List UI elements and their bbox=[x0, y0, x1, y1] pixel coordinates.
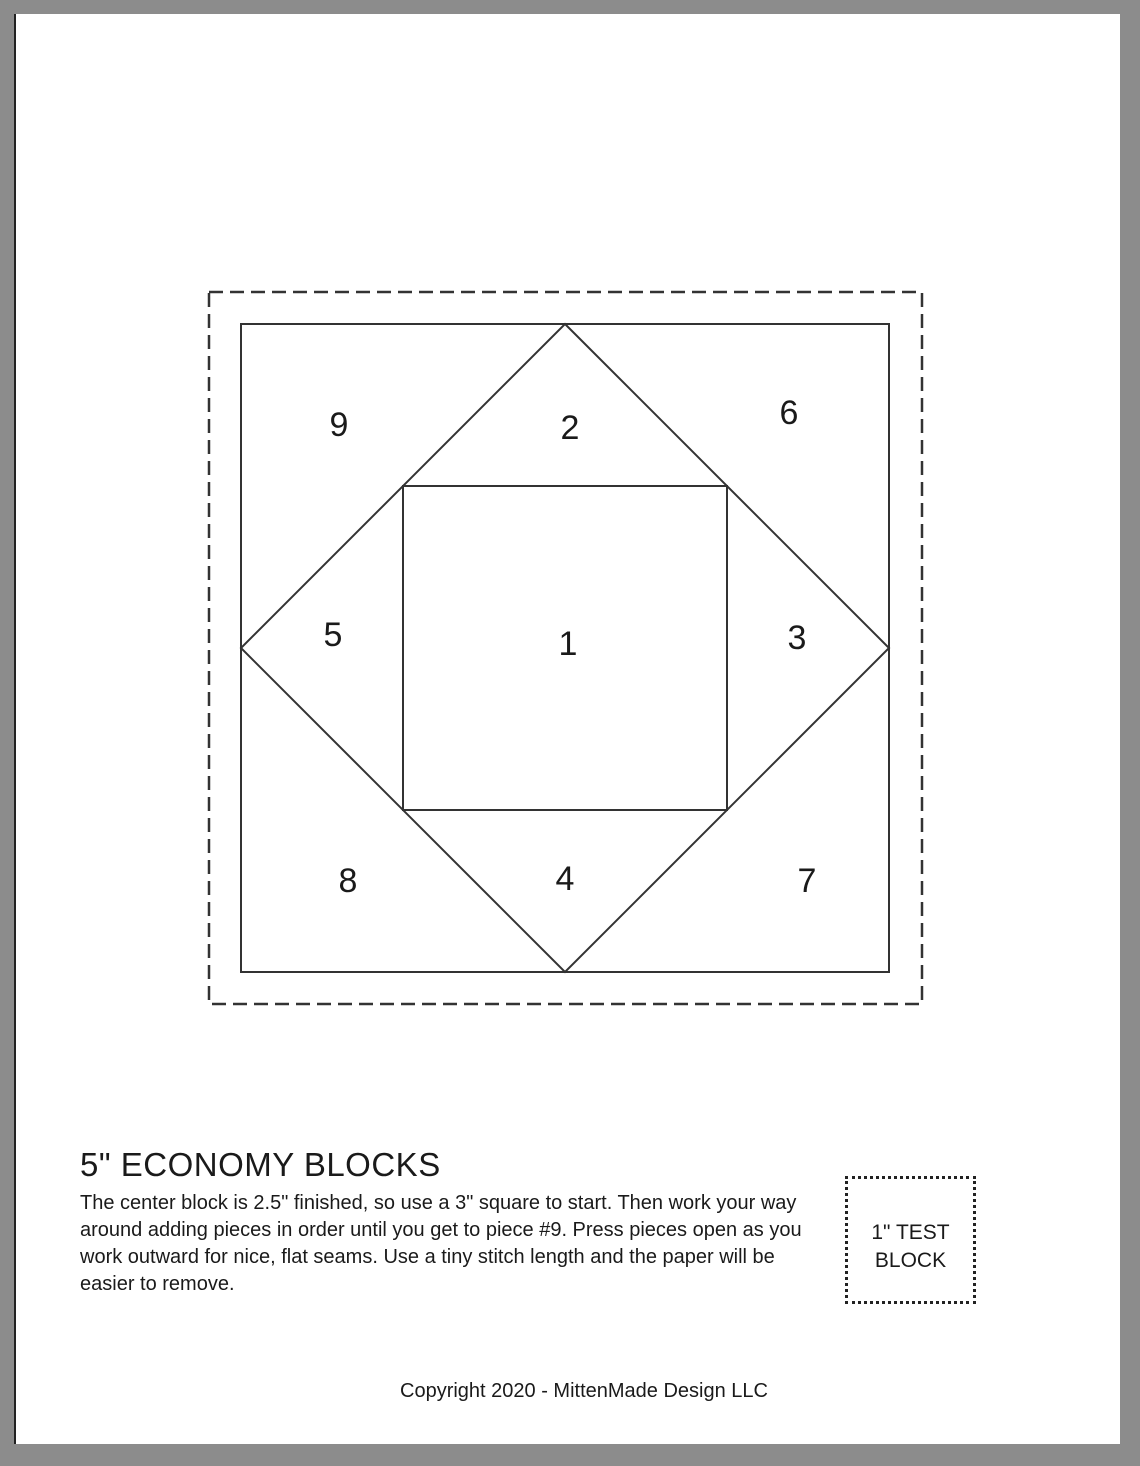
piece-number-3: 3 bbox=[787, 619, 807, 657]
piece-number-7: 7 bbox=[797, 862, 817, 900]
piece-number-6: 6 bbox=[779, 394, 799, 432]
test-block-square bbox=[845, 1176, 976, 1304]
piece-number-9: 9 bbox=[329, 406, 349, 444]
test-block-label: 1" TEST BLOCK bbox=[871, 1221, 950, 1272]
piece-number-2: 2 bbox=[560, 409, 580, 447]
pattern-instructions: The center block is 2.5" finished, so use a 3" square to start. Then work your way around adding pieces in order until you get to piece #9. Press pieces open as you work outward for nice, flat seams. Use a tiny stitch length and the paper will be easier to remove. bbox=[80, 1192, 802, 1295]
piece-number-8: 8 bbox=[338, 862, 358, 900]
piece-number-5: 5 bbox=[323, 616, 343, 654]
copyright-footer: Copyright 2020 - MittenMade Design LLC bbox=[400, 1380, 768, 1402]
piece-number-4: 4 bbox=[555, 860, 575, 898]
piece-number-1: 1 bbox=[558, 625, 578, 663]
pattern-title: 5" ECONOMY BLOCKS bbox=[80, 1146, 441, 1183]
